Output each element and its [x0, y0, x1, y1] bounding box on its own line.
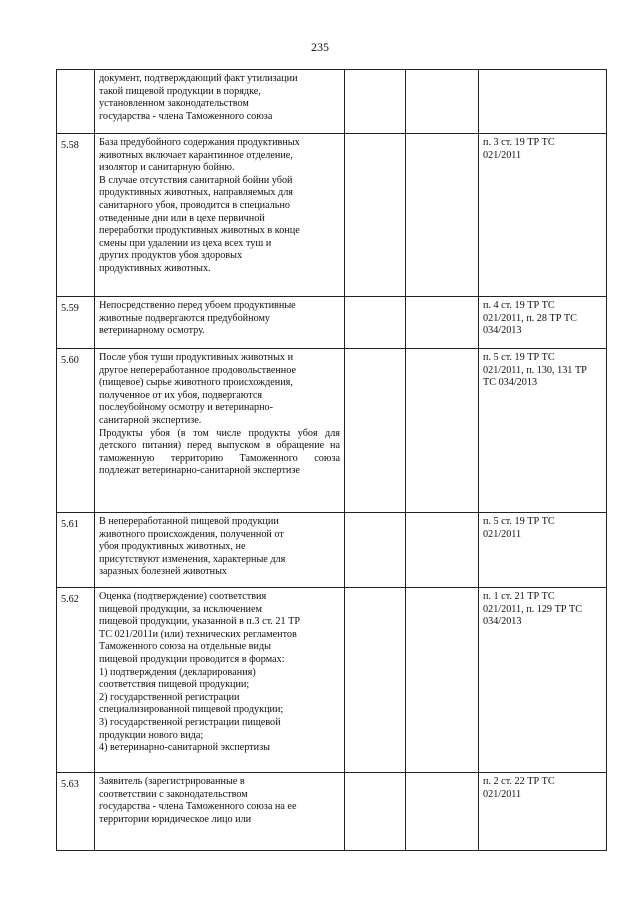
table-row	[57, 588, 607, 773]
requirement-paragraph: Продукты убоя (в том числе продукты убоя для детского питания) перед выпуском в обращение на таможенную территорию Таможенного союза подлежат ветеринарно-санитарной экспертизе	[99, 427, 340, 477]
empty-cell	[406, 70, 479, 134]
reference-cell: п. 5 ст. 19 ТР ТС 021/2011, п. 130, 131 ТР ТС 034/2013	[479, 349, 607, 513]
requirement-text: Оценка (подтверждение) соответствия пищевой продукции, за исключением пищевой продукции, указанной в п.3 ст. 21 ТР ТС 021/2011и (или) технических регламентов Таможенного союза на отдельные виды пищевой продукции проводится в формах: 1) подтверждения (декларирования) соответствия пищевой продукции; 2) государственной регистрации специализированной пищевой продукции; 3) государственной регистрации пищевой продукции нового вида; 4) ветеринарно-санитарной экспертизы	[95, 588, 345, 773]
empty-cell	[345, 134, 406, 297]
requirement-text: Заявитель (зарегистрированные в соответствии с законодательством государства - члена Таможенного союза на ее территории юридическое лицо или	[95, 773, 345, 851]
requirement-paragraph: После убоя туши продуктивных животных и другое непереработанное продовольственное (пищевое) сырье животного происхождения, полученное от их убоя, подвергаются послеубойному осмотру и ветеринарно- санитарной экспертизе.	[99, 352, 296, 426]
empty-cell	[406, 349, 479, 513]
reference-cell	[479, 70, 607, 134]
requirement-text: документ, подтверждающий факт утилизации такой пищевой продукции в порядке, установленном законодательством государства - члена Таможенного союза	[95, 70, 345, 134]
reference-cell: п. 2 ст. 22 ТР ТС 021/2011	[479, 773, 607, 851]
reference-cell: п. 3 ст. 19 ТР ТС 021/2011	[479, 134, 607, 297]
empty-cell	[345, 588, 406, 773]
requirement-text	[95, 349, 345, 513]
row-number: 5.58	[57, 134, 95, 297]
table-row	[57, 134, 607, 297]
empty-cell	[406, 134, 479, 297]
empty-cell	[345, 513, 406, 588]
empty-cell	[406, 588, 479, 773]
empty-cell	[406, 513, 479, 588]
row-number: 5.62	[57, 588, 95, 773]
requirement-text: В непереработанной пищевой продукции животного происхождения, полученной от убоя продуктивных животных, не присутствуют изменения, характерные для заразных болезней животных	[95, 513, 345, 588]
row-number: 5.59	[57, 297, 95, 349]
table-row	[57, 349, 607, 513]
empty-cell	[406, 297, 479, 349]
table-row	[57, 70, 607, 134]
table-row	[57, 513, 607, 588]
empty-cell	[345, 773, 406, 851]
row-number	[57, 70, 95, 134]
requirement-text: База предубойного содержания продуктивных животных включает карантинное отделение, изолятор и санитарную бойню. В случае отсутствия санитарной бойни убой продуктивных животных, направляемых для санитарного убоя, проводится в специально отведенные дни или в цехе первичной переработки продуктивных животных в конце смены при удалении из цеха всех туш и других продуктов убоя здоровых продуктивных животных.	[95, 134, 345, 297]
reference-cell: п. 4 ст. 19 ТР ТС 021/2011, п. 28 ТР ТС 034/2013	[479, 297, 607, 349]
empty-cell	[406, 773, 479, 851]
table-row	[57, 297, 607, 349]
page-number: 235	[311, 40, 329, 54]
requirements-table	[56, 69, 607, 851]
empty-cell	[345, 70, 406, 134]
table-row	[57, 773, 607, 851]
reference-cell: п. 1 ст. 21 ТР ТС 021/2011, п. 129 ТР ТС 034/2013	[479, 588, 607, 773]
empty-cell	[345, 349, 406, 513]
requirement-text: Непосредственно перед убоем продуктивные животные подвергаются предубойному ветеринарному осмотру.	[95, 297, 345, 349]
row-number: 5.60	[57, 349, 95, 513]
row-number: 5.63	[57, 773, 95, 851]
reference-cell: п. 5 ст. 19 ТР ТС 021/2011	[479, 513, 607, 588]
empty-cell	[345, 297, 406, 349]
row-number: 5.61	[57, 513, 95, 588]
